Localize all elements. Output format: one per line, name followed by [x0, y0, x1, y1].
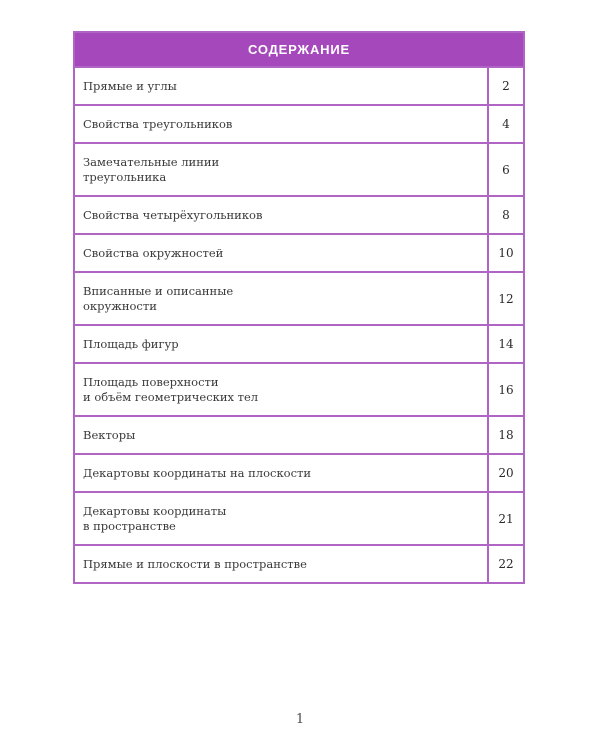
- toc-entry-page: 8: [487, 197, 523, 233]
- toc-entry-line: Свойства окружностей: [83, 245, 224, 260]
- toc-entry-page: 6: [487, 144, 523, 195]
- toc-entry-title: [75, 326, 487, 362]
- toc-entry-line: Площадь фигур: [83, 336, 179, 351]
- toc-row: [75, 271, 523, 324]
- toc-entry-page: 10: [487, 235, 523, 271]
- toc-entry-title: [75, 68, 487, 104]
- toc-entry-line: в пространстве: [83, 518, 176, 533]
- toc-entry-line: треугольника: [83, 169, 167, 184]
- toc-header: СОДЕРЖАНИЕ: [75, 33, 523, 66]
- toc-row: [75, 362, 523, 415]
- toc-row: [75, 66, 523, 104]
- toc-entry-line: Прямые и углы: [83, 78, 177, 93]
- toc-body: [75, 66, 523, 582]
- toc-entry-line: Свойства четырёхугольников: [83, 207, 263, 222]
- toc-entry-line: Прямые и плоскости в пространстве: [83, 556, 307, 571]
- toc-entry-line: Свойства треугольников: [83, 116, 233, 131]
- toc-entry-page: 20: [487, 455, 523, 491]
- toc-row: [75, 324, 523, 362]
- toc-entry-page: 14: [487, 326, 523, 362]
- toc-entry-title: [75, 106, 487, 142]
- toc-entry-title: [75, 235, 487, 271]
- table-of-contents: [73, 31, 525, 584]
- toc-row: [75, 453, 523, 491]
- toc-entry-line: и объём геометрических тел: [83, 389, 259, 404]
- toc-entry-line: Площадь поверхности: [83, 374, 219, 389]
- toc-entry-title: [75, 273, 487, 324]
- toc-entry-line: Замечательные линии: [83, 154, 220, 169]
- toc-entry-title: [75, 546, 487, 582]
- toc-entry-title: [75, 197, 487, 233]
- toc-row: [75, 104, 523, 142]
- toc-entry-page: 4: [487, 106, 523, 142]
- toc-entry-page: 12: [487, 273, 523, 324]
- toc-entry-line: окружности: [83, 298, 157, 313]
- toc-entry-line: Векторы: [83, 427, 136, 442]
- toc-entry-line: Декартовы координаты: [83, 503, 227, 518]
- toc-entry-title: [75, 493, 487, 544]
- toc-row: [75, 415, 523, 453]
- toc-row: [75, 491, 523, 544]
- toc-entry-page: 22: [487, 546, 523, 582]
- toc-entry-page: 2: [487, 68, 523, 104]
- toc-row: [75, 233, 523, 271]
- page-number: 1: [295, 712, 305, 727]
- toc-entry-page: 16: [487, 364, 523, 415]
- toc-row: [75, 142, 523, 195]
- toc-entry-title: [75, 455, 487, 491]
- toc-row: [75, 195, 523, 233]
- toc-row: [75, 544, 523, 582]
- toc-entry-page: 21: [487, 493, 523, 544]
- toc-entry-title: [75, 364, 487, 415]
- toc-entry-line: Вписанные и описанные: [83, 283, 234, 298]
- toc-entry-title: [75, 417, 487, 453]
- toc-entry-line: Декартовы координаты на плоскости: [83, 465, 312, 480]
- toc-entry-title: [75, 144, 487, 195]
- toc-entry-page: 18: [487, 417, 523, 453]
